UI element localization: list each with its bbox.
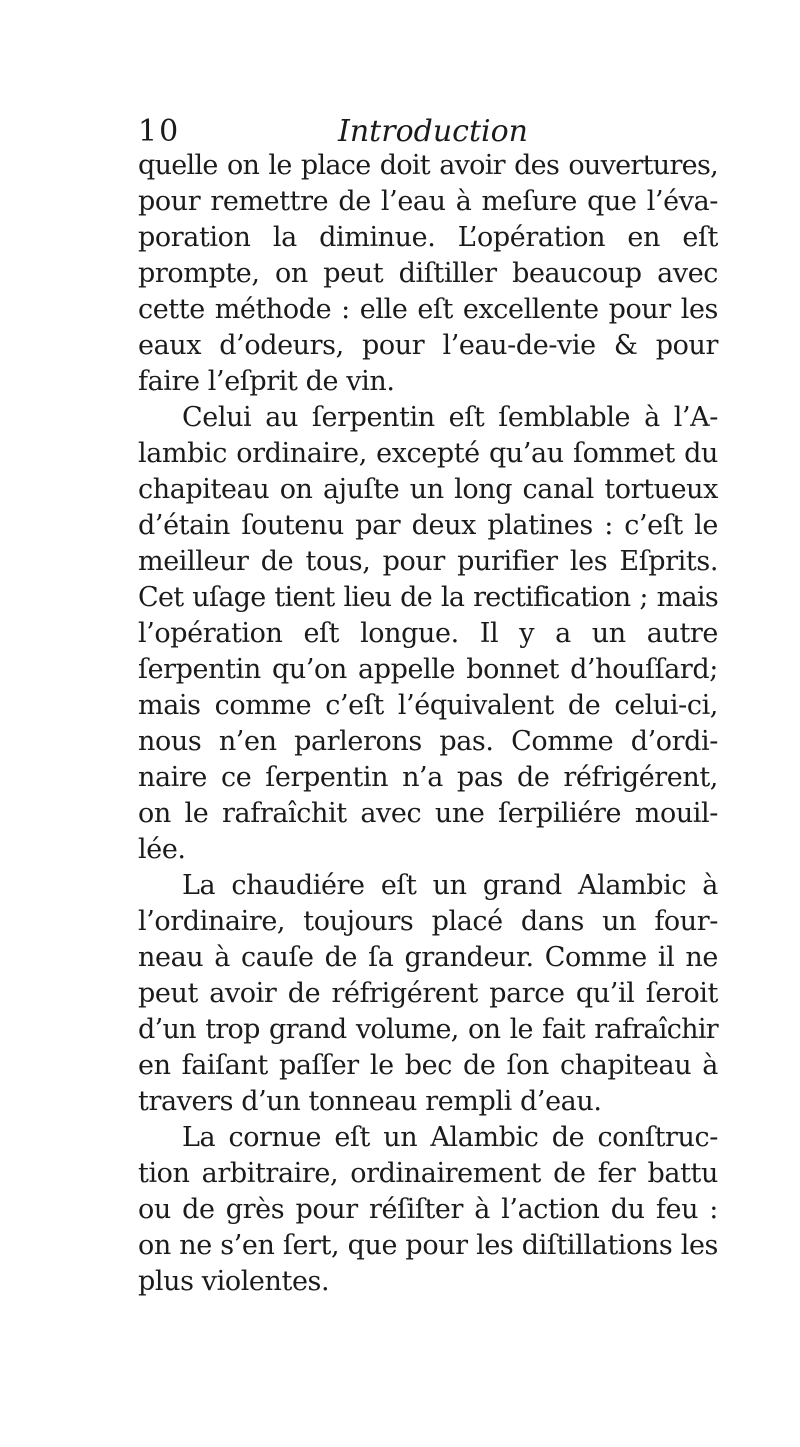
running-title: Introduction	[338, 114, 528, 149]
text-line: plus violentes.	[138, 1266, 330, 1297]
text-line: on ne s’en ſert, que pour les diſtillations les	[138, 1230, 718, 1261]
text-line: pour remettre de l’eau à meſure que l’éva-	[138, 186, 718, 217]
page-number: 10	[138, 114, 181, 149]
body-text	[138, 148, 718, 1300]
text-line: l’opération eſt longue. Il y a un autre	[138, 618, 718, 649]
text-line: chapiteau on ajuſte un long canal tortueux	[138, 474, 718, 505]
text-line: lée.	[138, 834, 186, 865]
text-line: d’un trop grand volume, on le fait rafraîchir	[138, 1014, 718, 1045]
running-head	[138, 112, 718, 152]
text-line: tion arbitraire, ordinairement de fer battu	[138, 1158, 718, 1189]
text-line: travers d’un tonneau rempli d’eau.	[138, 1086, 602, 1117]
text-line: La cornue eſt un Alambic de conſtruc-	[182, 1122, 718, 1153]
text-line: La chaudiére eſt un grand Alambic à	[182, 870, 718, 901]
text-line: ſerpentin qu’on appelle bonnet d’houſſard;	[138, 654, 718, 685]
text-line: cette méthode : elle eſt excellente pour les	[138, 294, 718, 325]
text-line: lambic ordinaire, excepté qu’au ſommet du	[138, 438, 718, 469]
text-line: en faiſant paſſer le bec de ſon chapiteau à	[138, 1050, 718, 1081]
text-line: Celui au ſerpentin eſt ſemblable à l’A-	[182, 402, 718, 433]
text-line: prompte, on peut diſtiller beaucoup avec	[138, 258, 718, 289]
text-line: neau à cauſe de ſa grandeur. Comme il ne	[138, 942, 718, 973]
text-line: quelle on le place doit avoir des ouvertures,	[138, 150, 718, 181]
text-line: nous n’en parlerons pas. Comme d’ordi-	[138, 726, 718, 757]
text-line: on le rafraîchit avec une ſerpiliére mouil-	[138, 798, 718, 829]
text-line: ou de grès pour réſiſter à l’action du feu :	[138, 1194, 718, 1225]
text-line: d’étain ſoutenu par deux platines : c’eſt le	[138, 510, 718, 541]
text-line: faire l’eſprit de vin.	[138, 366, 395, 397]
text-line: meilleur de tous, pour purifier les Eſprits.	[138, 546, 718, 577]
text-line: peut avoir de réfrigérent parce qu’il ſeroit	[138, 978, 718, 1009]
text-line: mais comme c’eſt l’équivalent de celui-ci,	[138, 690, 718, 721]
text-line: poration la diminue. L’opération en eſt	[138, 222, 718, 253]
text-line: Cet uſage tient lieu de la rectification ; mais	[138, 582, 718, 613]
text-line: naire ce ſerpentin n’a pas de réfrigérent,	[138, 762, 718, 793]
text-line: eaux d’odeurs, pour l’eau-de-vie & pour	[138, 330, 718, 361]
text-line: l’ordinaire, toujours placé dans un four-	[138, 906, 718, 937]
